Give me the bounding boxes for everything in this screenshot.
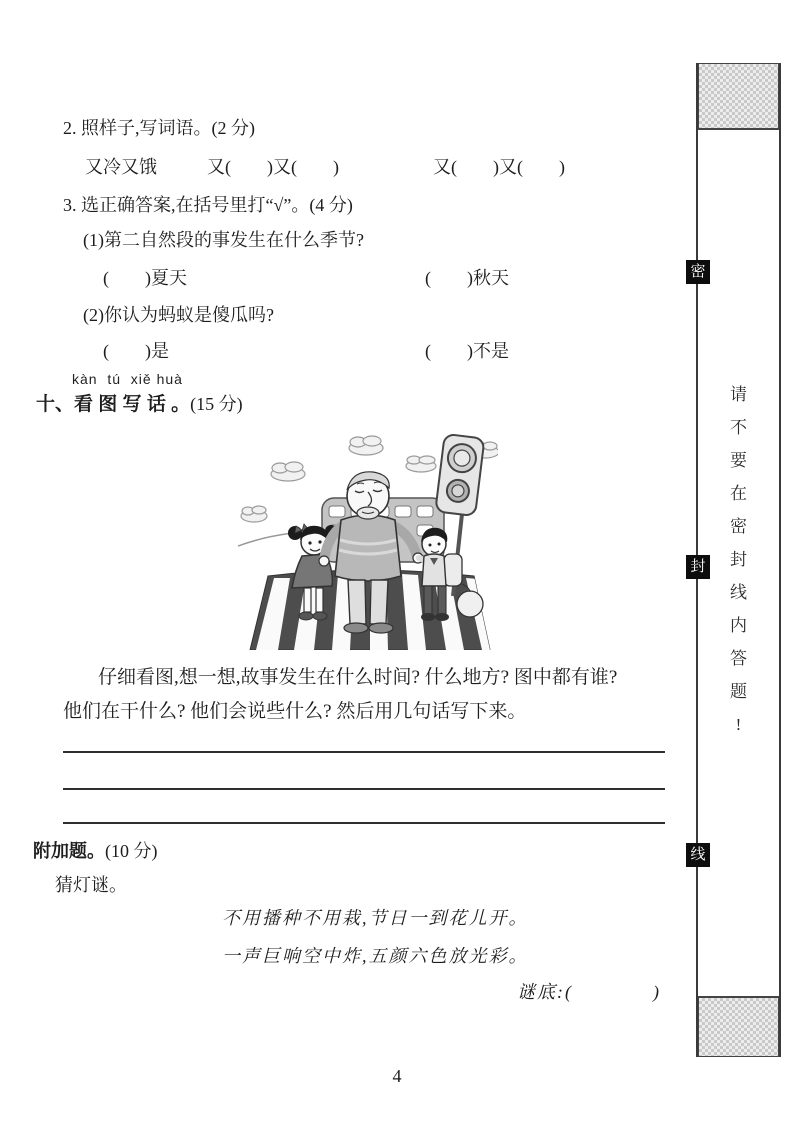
seal-char: 密: [730, 517, 747, 536]
q3-sub1-label: (1)第二自然段的事发生在什么季节?: [83, 230, 364, 250]
bonus-heading-row: [33, 837, 158, 863]
seal-badge-mi: 密: [686, 260, 710, 284]
question-2-blank-1: 又( )又( ): [207, 157, 339, 177]
riddle-line-1: 不用播种不用栽,节日一到花儿开。: [222, 908, 529, 928]
seal-badge-xian: 线: [686, 843, 710, 867]
seal-char: 请: [730, 385, 747, 404]
q10-prompt-line-1: 仔细看图,想一想,故事发生在什么时间? 什么地方? 图中都有谁?: [98, 667, 618, 688]
bonus-subtitle: 猜灯谜。: [55, 875, 127, 895]
question-2-title: 2. 照样子,写词语。(2 分): [63, 118, 255, 138]
question-3-title: 3. 选正确答案,在括号里打“√”。(4 分): [63, 195, 353, 215]
seal-char: 不: [730, 418, 747, 437]
q3-sub2-option-no: ( )不是: [425, 341, 509, 361]
seal-strip: [690, 63, 781, 1057]
riddle-line-2: 一声巨响空中炸,五颜六色放光彩。: [222, 946, 529, 966]
q10-score: (15 分): [190, 394, 243, 414]
bonus-score: (10 分): [105, 841, 158, 861]
seal-char: 在: [730, 484, 747, 503]
seal-char: 封: [730, 550, 747, 569]
seal-char: 答: [730, 649, 747, 668]
seal-vertical-text: [698, 385, 779, 735]
writing-line: [63, 751, 665, 753]
seal-hatch-top: [698, 63, 779, 130]
seal-hatch-bottom: [698, 996, 779, 1057]
seal-char: 题: [730, 682, 747, 701]
q3-sub1-option-autumn: ( )秋天: [425, 268, 509, 288]
question-2-example: 又冷又饿: [85, 157, 157, 177]
q10-heading: 十、看 图 写 话 。: [36, 394, 191, 415]
page-number: 4: [392, 1066, 402, 1086]
q3-sub1-option-summer: ( )夏天: [103, 268, 187, 288]
q3-sub2-option-yes: ( )是: [103, 341, 169, 361]
q3-sub2-label: (2)你认为蚂蚁是傻瓜吗?: [83, 305, 274, 325]
seal-char: !: [735, 715, 742, 734]
seal-char: 要: [730, 451, 747, 470]
seal-char: 内: [730, 616, 747, 635]
q10-pinyin: kàn tú xiě huà: [72, 371, 183, 387]
writing-line: [63, 788, 665, 790]
riddle-answer-blank: 谜底:( ): [517, 982, 661, 1002]
q10-heading-row: [36, 389, 243, 416]
crossing-illustration: [238, 428, 498, 650]
writing-line: [63, 822, 665, 824]
seal-char: 线: [730, 583, 747, 602]
bonus-heading: 附加题。: [33, 841, 105, 861]
question-2-blank-2: 又( )又( ): [433, 157, 565, 177]
seal-badge-feng: 封: [686, 555, 710, 579]
q10-prompt-line-2: 他们在干什么? 他们会说些什么? 然后用几句话写下来。: [63, 701, 527, 722]
